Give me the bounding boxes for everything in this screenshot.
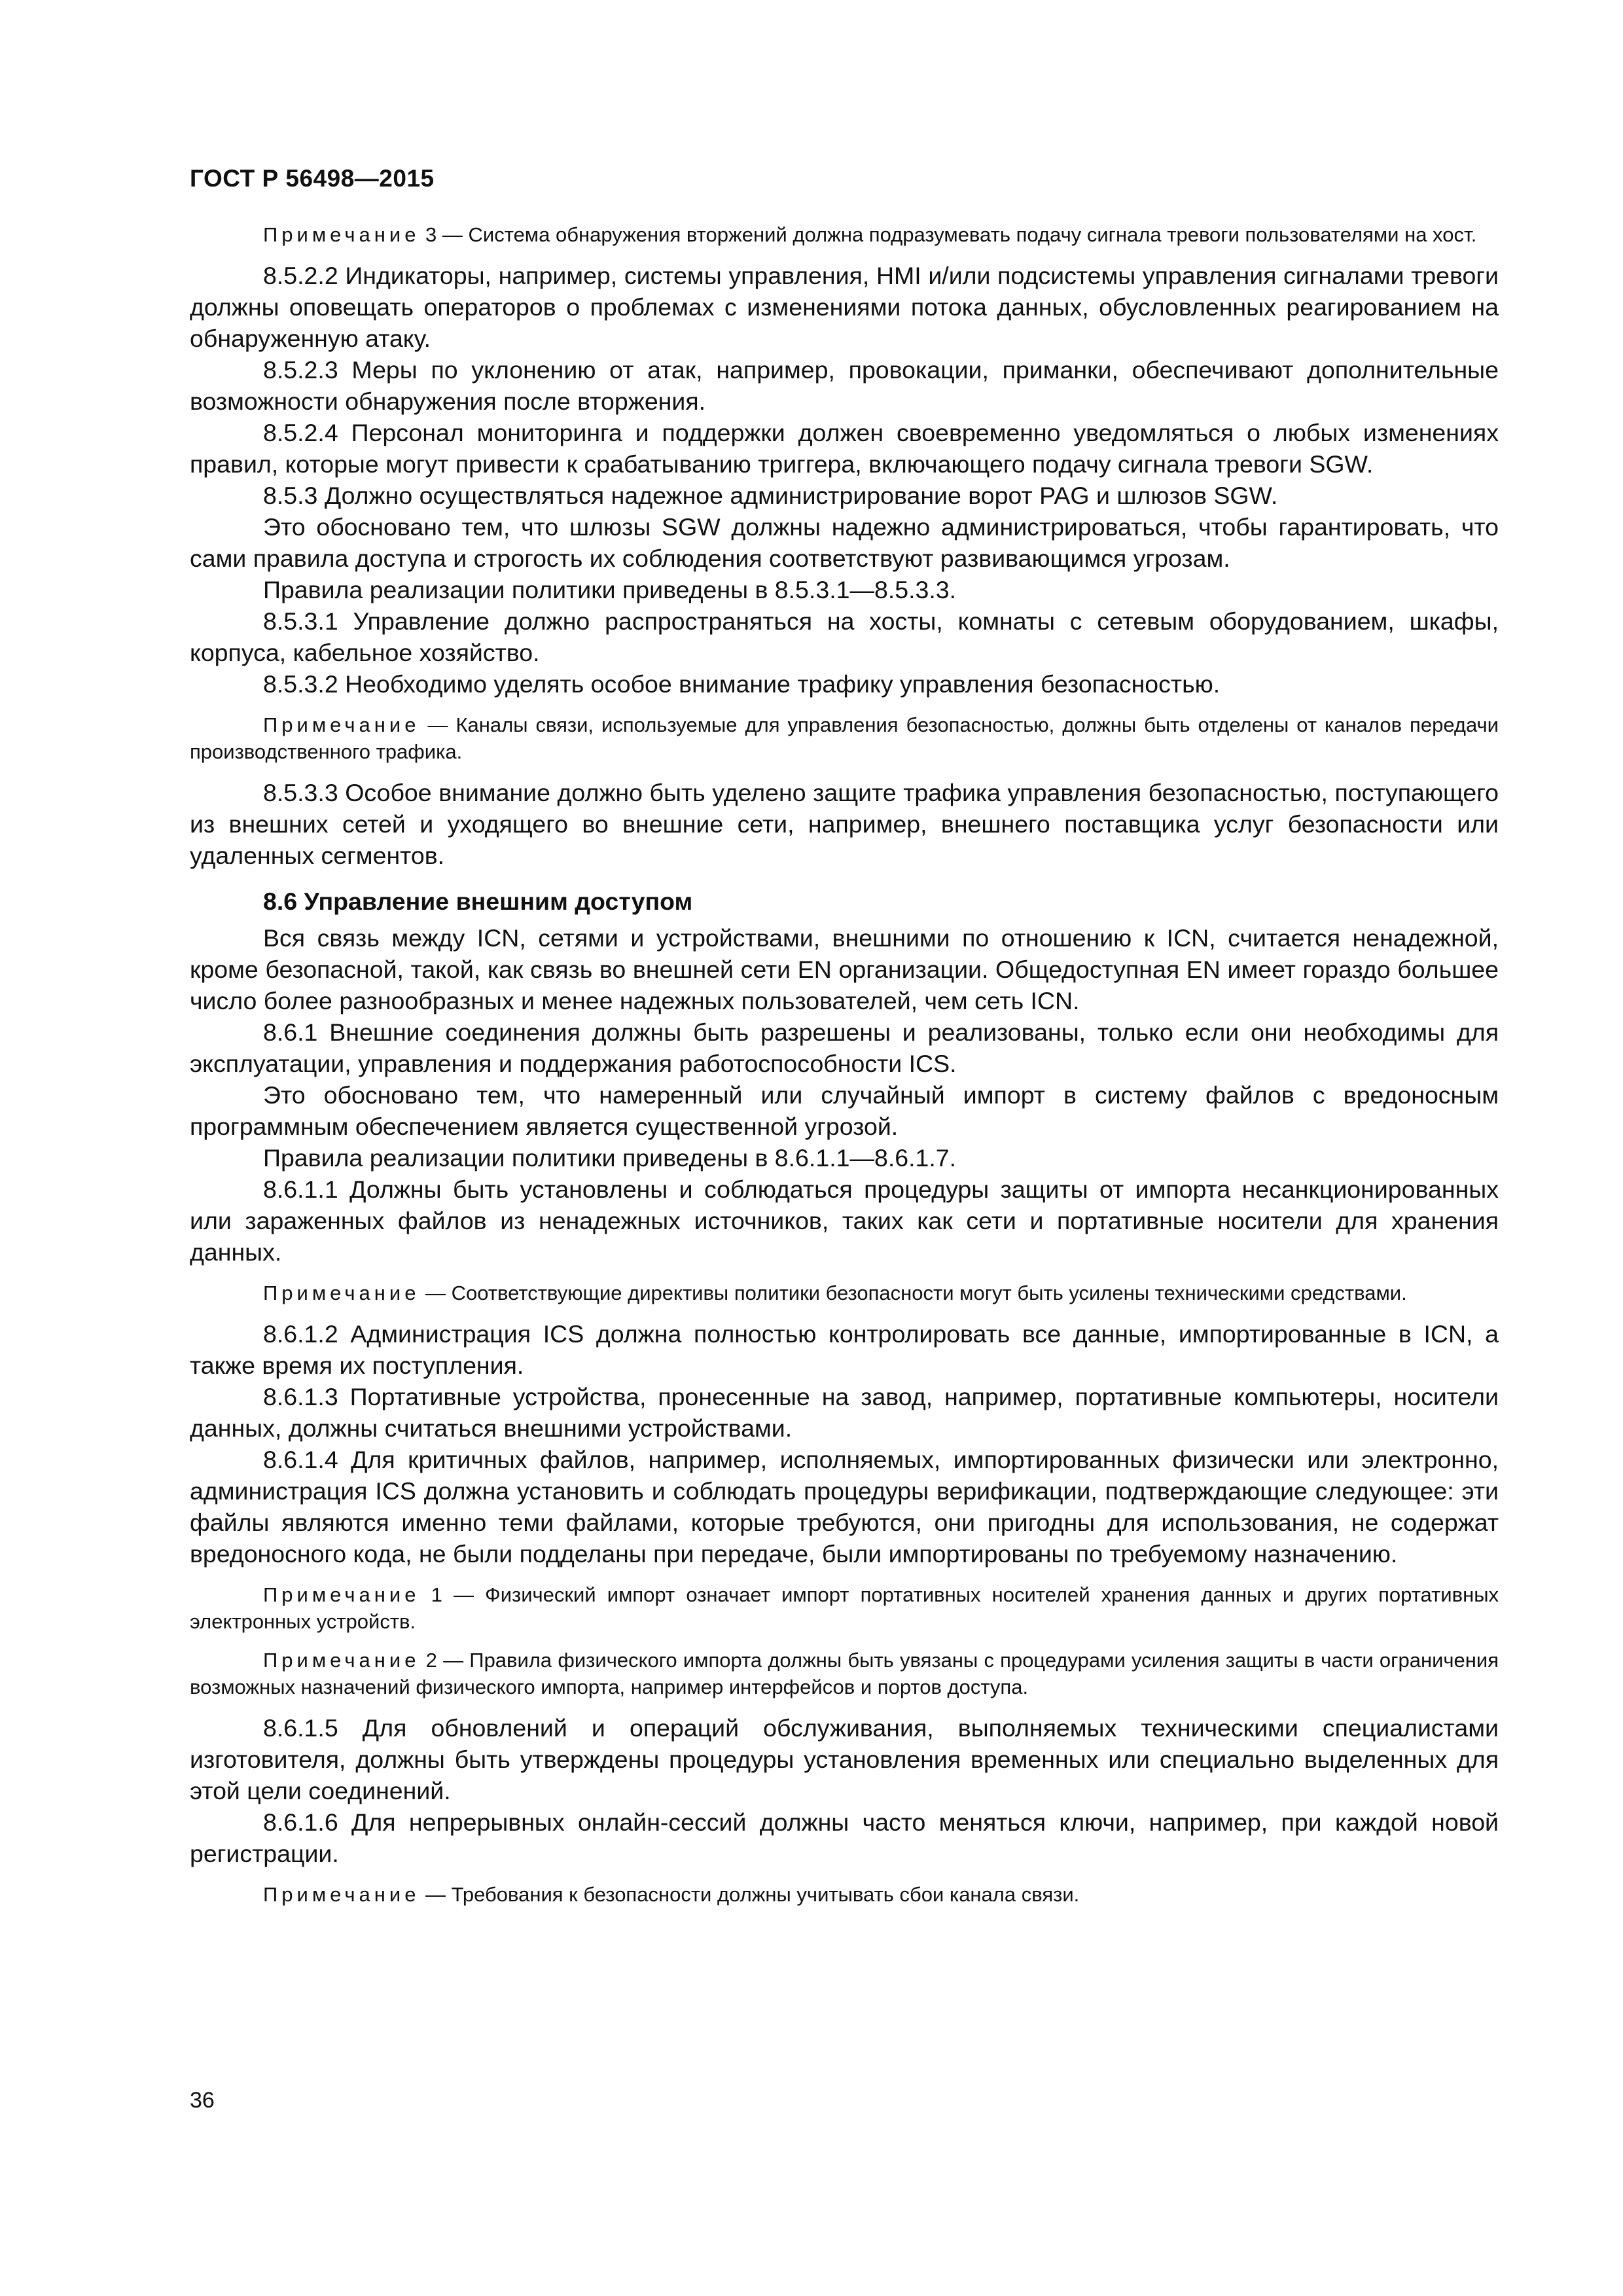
- note-label: Примечание: [263, 223, 420, 246]
- paragraph: Правила реализации политики приведены в 8.6.1.1—8.6.1.7.: [263, 1144, 957, 1172]
- paragraph: 8.5.3.3 Особое внимание должно быть уделено защите трафика управления безопасностью, поступающего из внешних сетей и уходящего во внешние сети, например, внешнего поставщика услуг безопасности или удаленных сегментов.: [190, 779, 1499, 869]
- paragraph: Правила реализации политики приведены в 8.5.3.1—8.5.3.3.: [263, 576, 957, 603]
- paragraph: 8.5.2.3 Меры по уклонению от атак, например, провокации, приманки, обеспечивают дополнительные возможности обнаружения после вторжения.: [190, 356, 1499, 415]
- note-label: Примечание: [263, 1583, 420, 1606]
- note-label: Примечание: [263, 713, 420, 736]
- note-text: 1 — Физический импорт означает импорт портативных носителей хранения данных и других портативных электронных устройств.: [190, 1583, 1499, 1633]
- document-page: [190, 0, 1499, 2296]
- paragraph: Вся связь между ICN, сетями и устройствами, внешними по отношению к ICN, считается ненадежной, кроме безопасной, такой, как связь во внешней сети EN организации. Общедоступная EN имеет гораздо большее число более разнообразных и менее надежных пользователей, чем сеть ICN.: [190, 924, 1499, 1014]
- note-text: 2 — Правила физического импорта должны быть увязаны с процедурами усиления защиты в части ограничения возможных назначений физического импорта, например интерфейсов и портов доступа.: [190, 1649, 1499, 1698]
- paragraph: 8.5.3 Должно осуществляться надежное администрирование ворот PAG и шлюзов SGW.: [263, 482, 1278, 509]
- document-body: [190, 221, 1499, 1908]
- note-text: — Требования к безопасности должны учитывать сбои канала связи.: [419, 1883, 1080, 1906]
- section-heading: 8.6 Управление внешним доступом: [263, 888, 693, 915]
- paragraph: 8.6.1.1 Должны быть установлены и соблюдаться процедуры защиты от импорта несанкционированных или зараженных файлов из ненадежных источников, таких как сети и портативные носители для хранения данных.: [190, 1175, 1499, 1266]
- note-label: Примечание: [263, 1883, 420, 1906]
- paragraph: 8.6.1 Внешние соединения должны быть разрешены и реализованы, только если они необходимы для эксплуатации, управления и поддержания работоспособности ICS.: [190, 1018, 1499, 1077]
- paragraph: 8.5.2.4 Персонал мониторинга и поддержки должен своевременно уведомляться о любых изменениях правил, которые могут привести к срабатыванию триггера, включающего подачу сигнала тревоги SGW.: [190, 419, 1499, 478]
- paragraph: 8.5.3.1 Управление должно распространяться на хосты, комнаты с сетевым оборудованием, шкафы, корпуса, кабельное хозяйство.: [190, 607, 1499, 666]
- paragraph: 8.5.2.2 Индикаторы, например, системы управления, HMI и/или подсистемы управления сигналами тревоги должны оповещать операторов о проблемах с изменениями потока данных, обусловленных реагированием на обнаруженную атаку.: [190, 262, 1499, 352]
- note: [190, 1280, 1499, 1306]
- paragraph: 8.5.3.2 Необходимо уделять особое внимание трафику управления безопасностью.: [263, 670, 1221, 698]
- document-header: ГОСТ Р 56498—2015: [190, 165, 435, 192]
- note: [190, 221, 1499, 248]
- paragraph: 8.6.1.3 Портативные устройства, пронесенные на завод, например, портативные компьютеры, носители данных, должны считаться внешними устройствами.: [190, 1383, 1499, 1442]
- note: [190, 1881, 1499, 1908]
- note-text: 3 — Система обнаружения вторжений должна подразумевать подачу сигнала тревоги пользователями на хост.: [419, 223, 1477, 246]
- paragraph: 8.6.1.4 Для критичных файлов, например, исполняемых, импортированных физически или электронно, администрация ICS должна установить и соблюдать процедуры верификации, подтверждающие следующее: эти файлы являются именно теми файлами, которые требуются, они пригодны для использования, не содержат вредоносного кода, не были подделаны при передаче, были импортированы по требуемому назначению.: [190, 1446, 1499, 1568]
- paragraph: 8.6.1.2 Администрация ICS должна полностью контролировать все данные, импортированные в ICN, а также время их поступления.: [190, 1320, 1499, 1379]
- note-text: — Соответствующие директивы политики безопасности могут быть усилены техническими средствами.: [419, 1282, 1407, 1304]
- note-label: Примечание: [263, 1282, 420, 1304]
- note: [190, 1581, 1499, 1635]
- paragraph: Это обосновано тем, что шлюзы SGW должны надежно администрироваться, чтобы гарантировать, что сами правила доступа и строгость их соблюдения соответствуют развивающимся угрозам.: [190, 513, 1499, 572]
- note: [190, 711, 1499, 765]
- page-number: 36: [190, 2088, 215, 2113]
- paragraph: Это обосновано тем, что намеренный или случайный импорт в систему файлов с вредоносным программным обеспечением является существенной угрозой.: [190, 1081, 1499, 1140]
- paragraph: 8.6.1.6 Для непрерывных онлайн-сессий должны часто меняться ключи, например, при каждой новой регистрации.: [190, 1808, 1499, 1867]
- note: [190, 1647, 1499, 1700]
- note-label: Примечание: [263, 1649, 420, 1672]
- note-text: — Каналы связи, используемые для управления безопасностью, должны быть отделены от каналов передачи производственного трафика.: [190, 713, 1499, 763]
- paragraph: 8.6.1.5 Для обновлений и операций обслуживания, выполняемых техническими специалистами изготовителя, должны быть утверждены процедуры установления временных или специально выделенных для этой цели соединений.: [190, 1714, 1499, 1804]
